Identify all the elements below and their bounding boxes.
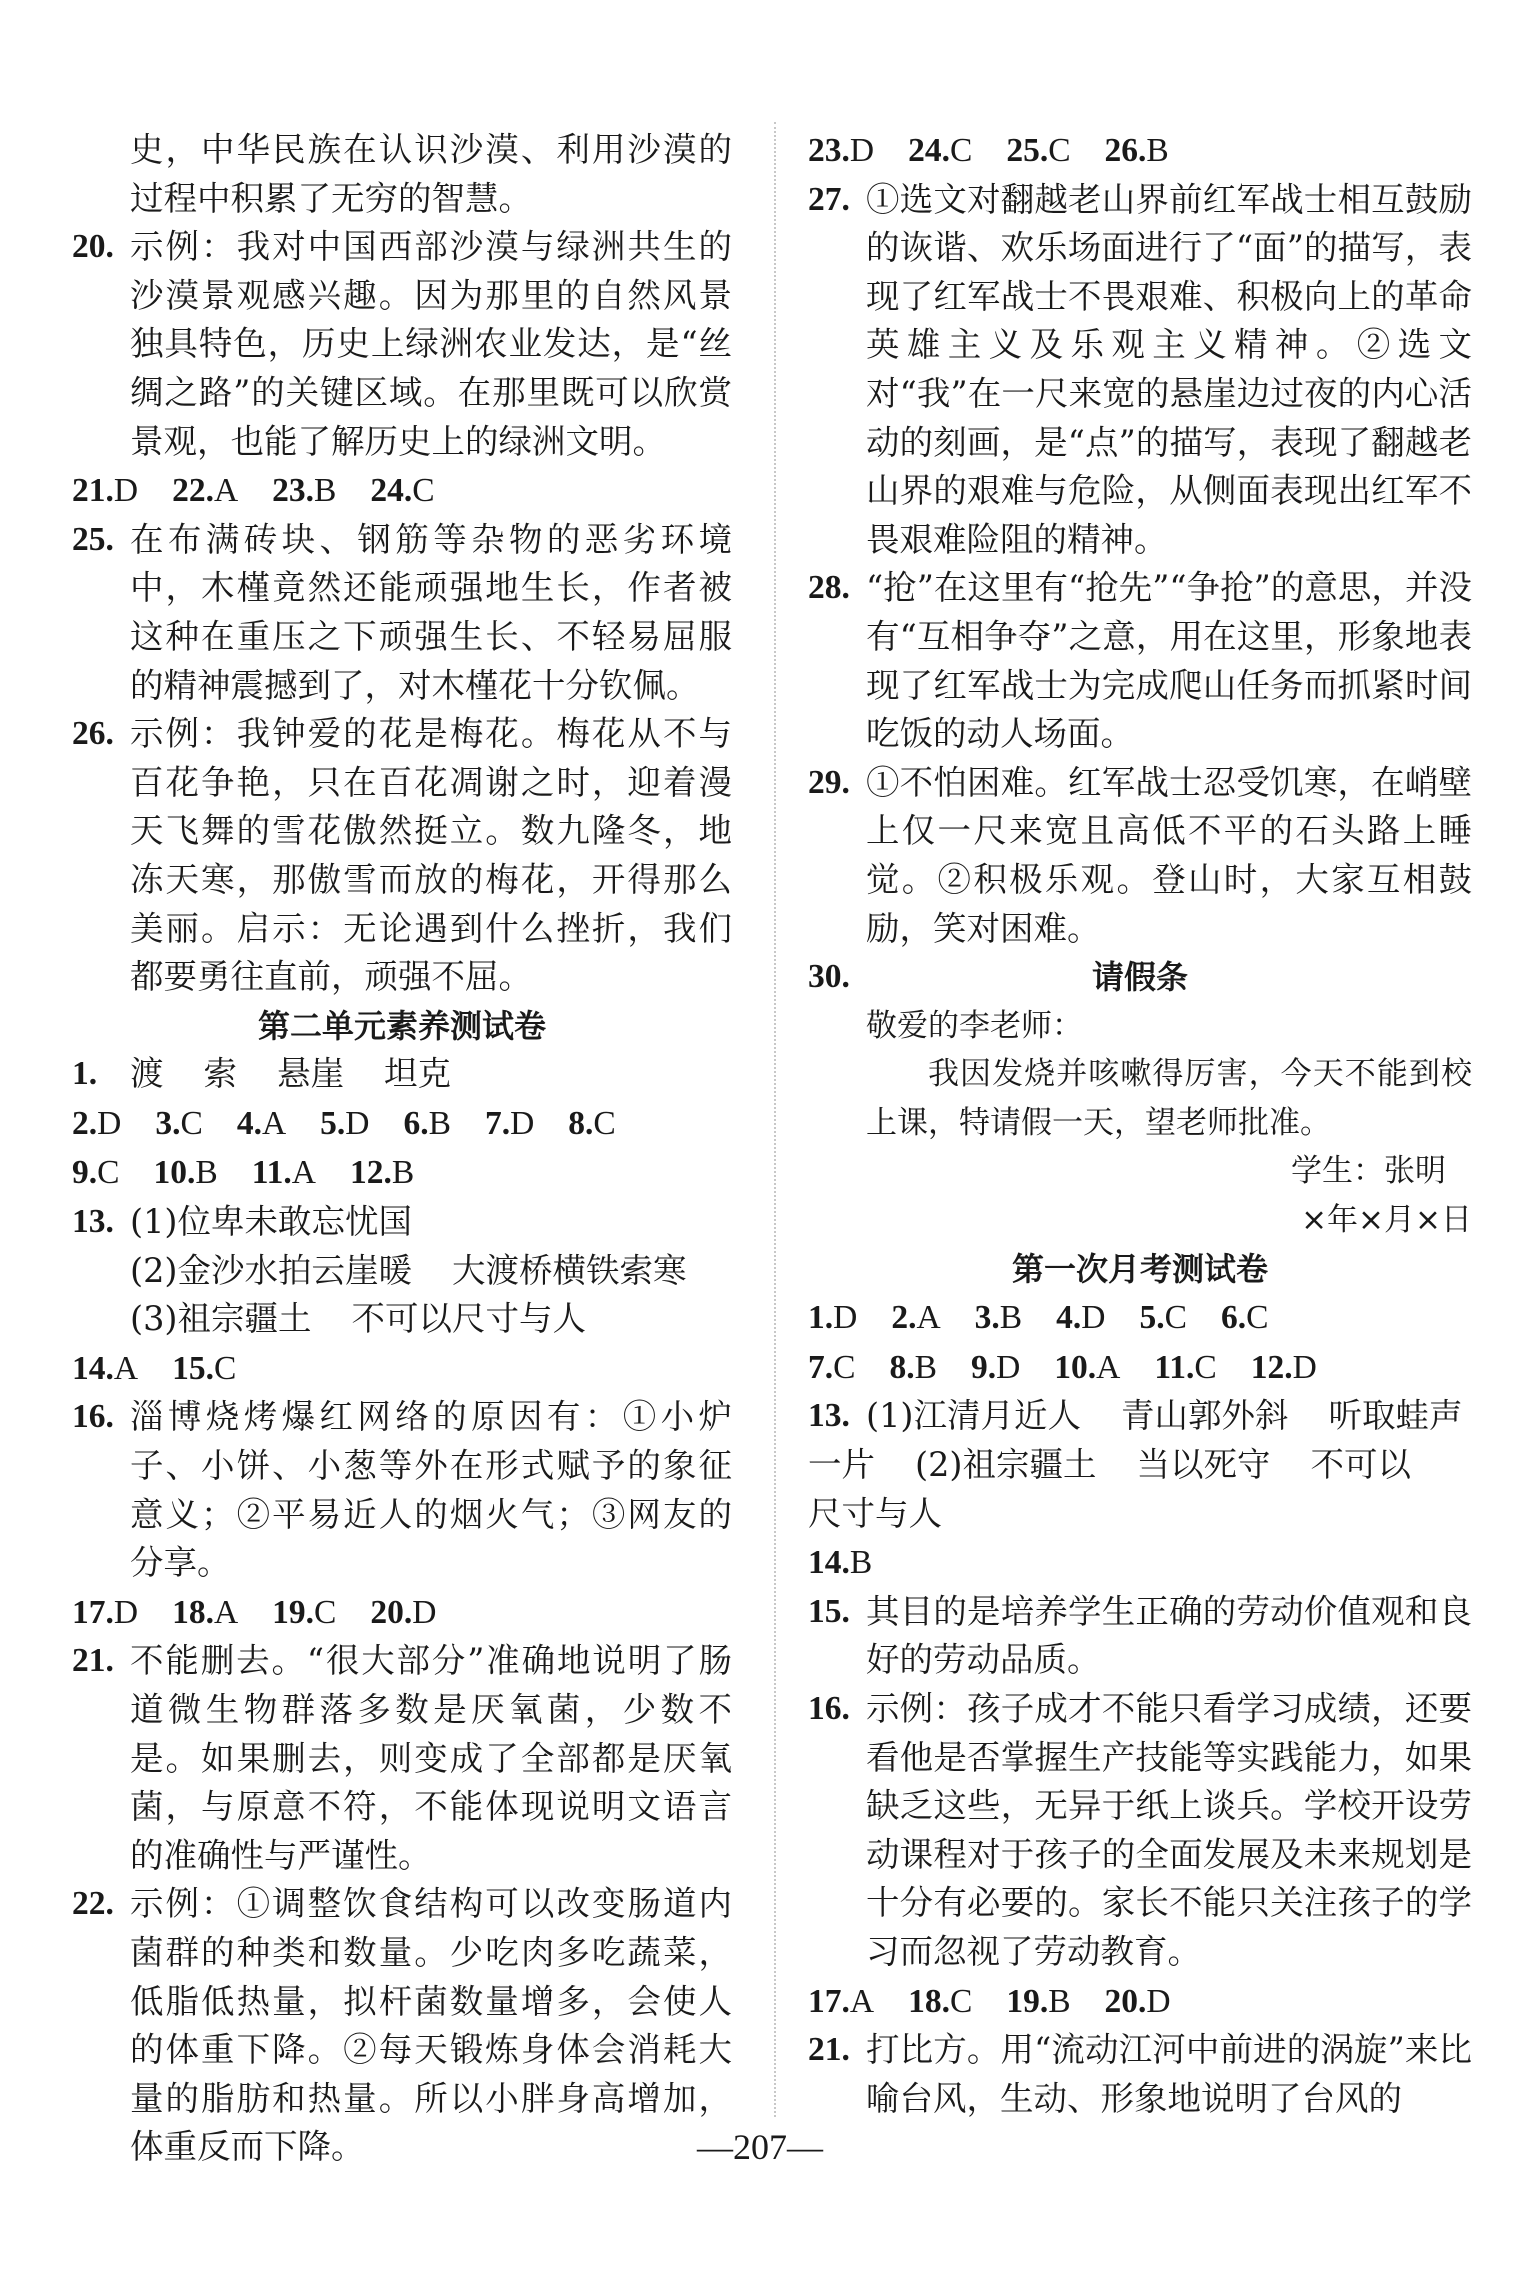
question-number: 17. — [72, 1593, 114, 1631]
answer-choice: B — [391, 1154, 415, 1192]
question-number: 18. — [908, 1982, 950, 2020]
answer-item — [72, 1148, 119, 1198]
question-number: 7. — [808, 1348, 834, 1386]
question-number: 10. — [1054, 1348, 1097, 1386]
answer-choice: D — [996, 1348, 1021, 1386]
answer-item — [403, 1099, 450, 1149]
answer-item — [975, 1293, 1022, 1343]
question-number: 6. — [1220, 1299, 1247, 1337]
answer-choice: C — [949, 132, 973, 169]
answer-item — [350, 1148, 414, 1198]
answer-item — [908, 1977, 972, 2027]
answer-30 — [808, 953, 1472, 1002]
answer-item — [808, 1293, 857, 1343]
question-number: 15. — [172, 1349, 214, 1387]
question-number: 19. — [272, 1593, 315, 1631]
answer-word: 悬崖 — [277, 1054, 344, 1094]
answer-choice: A — [261, 1104, 287, 1142]
question-number: 9. — [72, 1154, 98, 1192]
answer-choice: C — [1194, 1348, 1217, 1386]
answer-word: 坦克 — [384, 1054, 451, 1094]
answer-phrase: 听取蛙声 — [1328, 1396, 1463, 1436]
question-number: 25. — [1006, 132, 1049, 169]
answer-choice: C — [412, 472, 435, 510]
answer-word: 索 — [203, 1054, 237, 1094]
answer-line: (1)位卑未敢忘忧国 — [130, 1202, 412, 1242]
answer-text: 示例：我对中国西部沙漠与绿洲共生的沙漠景观感兴趣。因为那里的自然风景独具特色，历史上绿洲农业发达，是“丝绸之路”的关键区域。在那里既可以欣赏景观，也能了解历史上的绿洲文明。 — [130, 227, 732, 461]
answer-28 — [808, 564, 1472, 758]
question-number: 10. — [153, 1154, 196, 1192]
answer-item — [72, 1588, 138, 1638]
answer-27 — [808, 176, 1472, 565]
answer-text: 示例：我钟爱的花是梅花。梅花从不与百花争艳，只在百花凋谢之时，迎着漫天飞舞的雪花傲然挺立。数九隆冬，地冻天寒，那傲雪而放的梅花，开得那么美丽。启示：无论遇到什么挫折，我们都要勇往直前，顽强不屈。 — [130, 714, 732, 997]
question-number: 4. — [1056, 1299, 1082, 1337]
question-number: 30. — [808, 958, 850, 996]
answer-text: ①不怕困难。红军战士忍受饥寒，在峭壁上仅一尺来宽且高低不平的石头路上睡觉。②积极乐观。登山时，大家互相鼓励，笑对困难。 — [866, 762, 1472, 948]
question-number: 20. — [1104, 1982, 1147, 2020]
answer-choice: B — [1048, 1982, 1071, 2020]
leave-note-date: ×年×月×日 — [1301, 1202, 1472, 1239]
answer-item — [485, 1099, 534, 1149]
answer-choice: B — [195, 1154, 218, 1192]
question-number: 14. — [72, 1349, 114, 1387]
answer-text: 示例：孩子成才不能只看学习成绩，还要看他是否掌握生产技能等实践能力，如果缺乏这些，无异于纸上谈兵。学校开设劳动课程对于孩子的全面发展及未来规划是十分有必要的。家长不能只关注孩子的学习而忽视了劳动教育。 — [866, 1689, 1472, 1971]
question-number: 3. — [974, 1299, 1000, 1337]
answer-row-14-monthly — [808, 1538, 1472, 1588]
question-number: 1. — [808, 1299, 834, 1337]
answer-line: 尺寸与人 — [808, 1493, 942, 1533]
question-number: 22. — [72, 1885, 114, 1923]
question-number: 21. — [72, 472, 114, 510]
answer-item — [155, 1099, 202, 1149]
leave-note-salutation: 敬爱的李老师： — [866, 1007, 1083, 1044]
answer-15-monthly — [808, 1588, 1472, 1685]
question-number: 16. — [72, 1398, 114, 1436]
answer-text: “抢”在这里有“抢先”“争抢”的意思，并没有“互相争夺”之意，用在这里，形象地表现了红军战士为完成爬山任务而抓紧时间吃饭的动人场面。 — [866, 568, 1472, 754]
answer-16 — [72, 1393, 732, 1587]
question-number: 11. — [251, 1154, 292, 1192]
answer-item — [1006, 1977, 1070, 2027]
answer-phrase: 当以死守 — [1136, 1445, 1271, 1485]
answer-choice: D — [412, 1593, 437, 1631]
question-number: 23. — [272, 472, 315, 510]
answer-choice: D — [113, 1593, 139, 1631]
question-number: 27. — [808, 180, 850, 218]
question-number: 2. — [72, 1104, 98, 1142]
question-number: 21. — [72, 1642, 114, 1680]
answer-choice: B — [999, 1299, 1023, 1337]
answer-item — [237, 1099, 286, 1149]
answer-item — [320, 1099, 369, 1149]
question-number: 1. — [72, 1055, 98, 1093]
answer-choice: B — [314, 472, 337, 510]
answer-choice: C — [1048, 132, 1071, 169]
answer-item — [1221, 1293, 1268, 1343]
answer-choice: C — [833, 1348, 856, 1386]
answer-21 — [72, 1637, 732, 1880]
answer-26 — [72, 710, 732, 1002]
answer-item — [1251, 1343, 1317, 1393]
section-title-unit2: 第二单元素养测试卷 — [257, 1006, 546, 1045]
question-number: 20. — [370, 1593, 413, 1631]
leave-note-title: 请假条 — [1091, 958, 1188, 997]
question-number: 6. — [403, 1104, 429, 1142]
page-number: —207— — [697, 2127, 823, 2167]
answer-line — [130, 1247, 732, 1296]
answer-text-wrap — [866, 1392, 1472, 1441]
question-number: 28. — [808, 569, 850, 607]
answer-choice: D — [833, 1299, 858, 1337]
answer-21-monthly — [808, 2026, 1472, 2123]
answer-choice: A — [113, 1349, 139, 1387]
answer-text: 示例：①调整饮食结构可以改变肠道内菌群的种类和数量。少吃肉多吃蔬菜，低脂低热量，拟杆菌数量增多，会使人的体重下降。②每天锻炼身体会消耗大量的脂肪和热量。所以小胖身高增加，体重反而下降。 — [130, 1884, 732, 2167]
answer-phrase: 一片 — [808, 1445, 875, 1485]
answer-item — [808, 1538, 872, 1588]
answer-choice: C — [1164, 1299, 1187, 1337]
question-number: 29. — [808, 763, 850, 801]
question-number: 8. — [568, 1104, 594, 1142]
answer-item — [1105, 1977, 1171, 2027]
answer-item — [370, 466, 434, 516]
answer-text: 不能删去。“很大部分”准确地说明了肠道微生物群落多数是厌氧菌，少数不是。如果删去，则变成了全部都是厌氧菌，与原意不符，不能体现说明文语言的准确性与严谨性。 — [130, 1641, 732, 1875]
answer-line — [808, 1441, 1472, 1490]
answer-item — [1006, 126, 1070, 176]
question-number: 23. — [808, 132, 850, 169]
answer-phrase: (3)祖宗疆土 — [130, 1299, 312, 1339]
answer-choice: C — [180, 1104, 203, 1142]
answer-choice: C — [213, 1349, 237, 1387]
right-column — [808, 126, 1472, 2123]
answer-item — [1105, 126, 1169, 176]
question-number: 12. — [349, 1154, 392, 1192]
answer-item — [971, 1343, 1020, 1393]
answer-choice: A — [213, 1593, 239, 1631]
question-number: 2. — [891, 1299, 917, 1337]
answer-choice: A — [1096, 1348, 1121, 1386]
question-number: 17. — [808, 1982, 850, 2020]
question-number: 20. — [72, 228, 114, 266]
answer-item — [272, 466, 336, 516]
section-title-monthly-test: 第一次月考测试卷 — [1011, 1249, 1268, 1288]
answer-phrase: (2)金沙水拍云崖暖 — [130, 1250, 412, 1290]
question-number: 12. — [1250, 1348, 1293, 1386]
answer-choice: B — [914, 1348, 937, 1386]
answer-choice: C — [949, 1982, 973, 2020]
question-number: 4. — [236, 1104, 262, 1142]
answer-item — [172, 1588, 238, 1638]
answer-item — [1056, 1293, 1105, 1343]
question-number: 11. — [1154, 1348, 1195, 1386]
answer-item — [1154, 1343, 1216, 1393]
question-number: 16. — [808, 1690, 850, 1727]
answer-choice: D — [510, 1104, 535, 1142]
answer-choice: D — [113, 472, 139, 510]
answer-row-23 — [808, 126, 1472, 176]
answer-item — [891, 1293, 940, 1343]
question-number: 8. — [889, 1348, 915, 1386]
answer-item — [72, 466, 138, 516]
answer-13 — [72, 1198, 732, 1344]
answer-item — [908, 126, 972, 176]
question-number: 19. — [1006, 1982, 1049, 2020]
paragraph-intro: 史，中华民族在认识沙漠、利用沙漠的过程中积累了无穷的智慧。 — [130, 130, 732, 218]
answer-item — [808, 1977, 874, 2027]
answer-29 — [808, 759, 1472, 953]
question-number: 7. — [484, 1104, 511, 1142]
answer-choice: D — [97, 1104, 122, 1142]
answer-text: 打比方。用“流动江河中前进的涡旋”来比喻台风，生动、形象地说明了台风的 — [866, 2030, 1472, 2118]
question-number: 24. — [370, 472, 413, 510]
answer-line — [130, 1295, 732, 1344]
answer-item — [568, 1099, 615, 1149]
question-number: 3. — [155, 1104, 181, 1142]
answer-text: ①选文对翻越老山界前红军战士相互鼓励的诙谐、欢乐场面进行了“面”的描写，表现了红军战士不畏艰难、积极向上的革命英雄主义及乐观主义精神。②选文对“我”在一尺来宽的悬崖边过夜的内心活动的刻画，是“点”的描写，表现了翻越老山界的艰难与危险，从侧面表现出红军不畏艰难险阻的精神。 — [866, 179, 1472, 559]
answer-choice: B — [849, 1544, 873, 1582]
left-column — [72, 126, 732, 2172]
answer-choice: A — [213, 472, 239, 510]
answer-item — [808, 1343, 855, 1393]
answer-choice: C — [593, 1104, 616, 1142]
answer-word: 渡 — [130, 1054, 164, 1094]
answer-text: 其目的是培养学生正确的劳动价值观和良好的劳动品质。 — [866, 1591, 1472, 1680]
answer-phrase: (2)祖宗疆土 — [915, 1445, 1097, 1485]
answer-choice: D — [345, 1104, 370, 1142]
answer-choice: D — [1146, 1982, 1171, 2020]
answer-row-2 — [72, 1099, 732, 1149]
answer-choice: D — [1292, 1348, 1317, 1386]
answer-phrase: (1)江清月近人 — [866, 1396, 1081, 1436]
answer-1 — [72, 1050, 732, 1099]
answer-text-wrap — [130, 1198, 732, 1344]
question-number: 26. — [72, 715, 114, 753]
answer-choice: C — [1246, 1299, 1269, 1337]
answer-text: 在布满砖块、钢筋等杂物的恶劣环境中，木槿竟然还能顽强地生长，作者被这种在重压之下顽强生长、不轻易屈服的精神震撼到了，对木槿花十分钦佩。 — [130, 519, 732, 705]
question-number: 14. — [808, 1544, 850, 1582]
answer-item — [1054, 1343, 1120, 1393]
answer-item — [72, 1344, 138, 1394]
answer-16-monthly — [808, 1685, 1472, 1977]
question-number: 25. — [72, 520, 114, 558]
question-number: 9. — [970, 1348, 997, 1386]
question-number: 13. — [808, 1397, 850, 1435]
answer-item — [272, 1588, 336, 1638]
answer-item — [153, 1148, 217, 1198]
answer-choice: B — [1146, 132, 1169, 169]
answer-choice: D — [849, 132, 875, 169]
question-number: 21. — [808, 2031, 850, 2069]
answer-item — [808, 126, 874, 176]
answer-phrase: 不可以 — [1310, 1445, 1411, 1485]
answer-text-wrap — [130, 1050, 732, 1099]
answer-row-9 — [72, 1148, 732, 1198]
answer-choice: C — [314, 1593, 337, 1631]
answer-row-7 — [808, 1343, 1472, 1393]
answer-text: 淄博烧烤爆红网络的原因有：①小炉子、小饼、小葱等外在形式赋予的象征意义；②平易近人的烟火气；③网友的分享。 — [130, 1397, 732, 1583]
answer-item — [252, 1148, 316, 1198]
answer-choice: C — [97, 1154, 120, 1192]
answer-item — [889, 1343, 936, 1393]
answer-25 — [72, 516, 732, 710]
answer-item — [172, 466, 238, 516]
leave-note-body: 我因发烧并咳嗽得厉害，今天不能到校上课，特请假一天，望老师批准。 — [866, 1056, 1472, 1141]
question-number: 5. — [320, 1104, 346, 1142]
answer-20 — [72, 223, 732, 466]
answer-phrase: 青山郭外斜 — [1120, 1396, 1289, 1436]
answer-item — [172, 1344, 236, 1394]
question-number: 26. — [1104, 132, 1147, 169]
answer-item — [1139, 1293, 1186, 1343]
answer-choice: D — [1081, 1299, 1106, 1337]
leave-note-signer: 学生：张明 — [1291, 1153, 1446, 1190]
answer-phrase: 不可以尺寸与人 — [351, 1299, 586, 1339]
question-number: 13. — [72, 1203, 114, 1241]
answer-row-21 — [72, 466, 732, 516]
column-divider — [774, 122, 776, 2117]
question-number: 18. — [172, 1593, 214, 1631]
answer-row-17-monthly — [808, 1977, 1472, 2027]
answer-row-1 — [808, 1293, 1472, 1343]
question-number: 15. — [808, 1592, 850, 1630]
answer-row-14 — [72, 1344, 732, 1394]
answer-choice: A — [291, 1154, 316, 1192]
answer-item — [370, 1588, 436, 1638]
answer-choice: A — [849, 1982, 875, 2020]
question-number: 22. — [172, 472, 214, 510]
answer-phrase: 大渡桥横铁索寒 — [451, 1250, 687, 1290]
answer-choice: A — [916, 1299, 941, 1337]
question-number: 24. — [908, 132, 950, 169]
answer-choice: B — [428, 1104, 451, 1142]
answer-row-17 — [72, 1588, 732, 1638]
question-number: 5. — [1139, 1299, 1165, 1337]
answer-13-monthly — [808, 1392, 1472, 1441]
answer-item — [72, 1099, 121, 1149]
